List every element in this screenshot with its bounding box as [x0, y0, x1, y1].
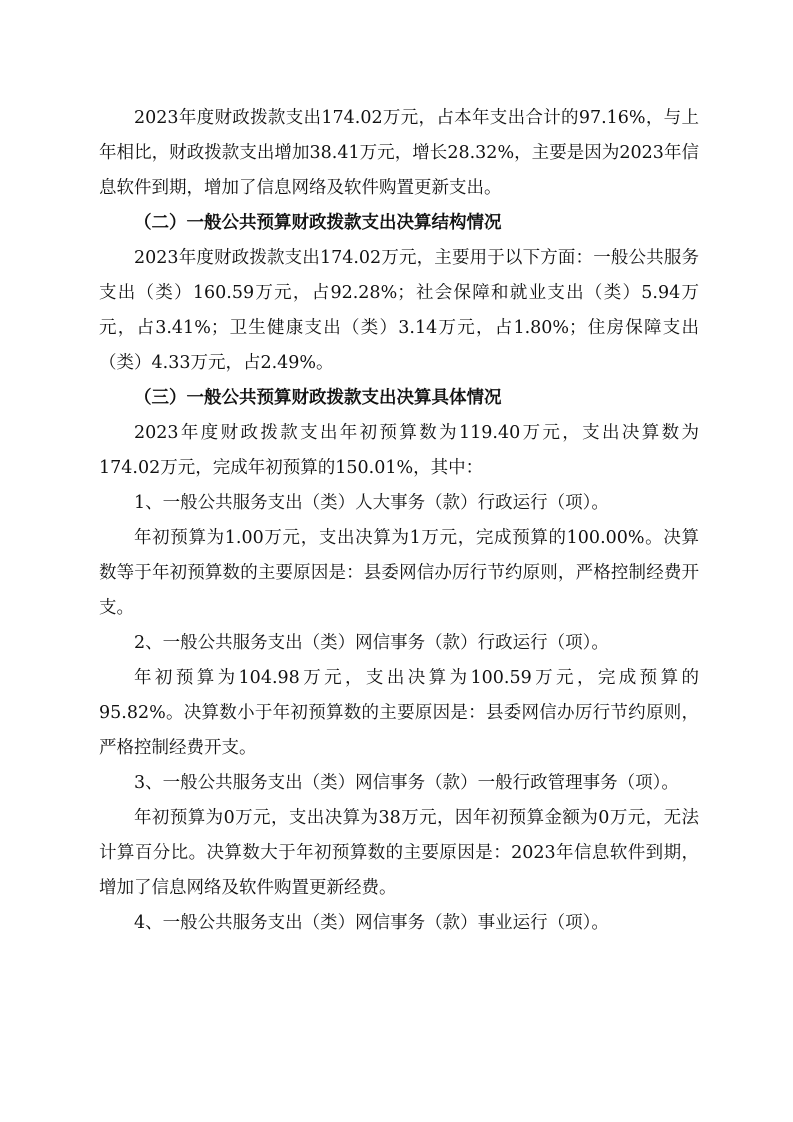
- item-4-title: 4、一般公共服务支出（类）网信事务（款）事业运行（项）。: [134, 913, 609, 933]
- item-3-title: 3、一般公共服务支出（类）网信事务（款）一般行政管理事务（项）。: [134, 773, 679, 793]
- section-heading-structure: （二）一般公共预算财政拨款支出决算结构情况: [134, 213, 502, 233]
- item-2-title: 2、一般公共服务支出（类）网信事务（款）行政运行（项）。: [134, 633, 609, 653]
- paragraph-expenditure-summary: 2023年度财政拨款支出174.02万元，占本年支出合计的97.16%，与上年相比，财政拨款支出增加38.41万元，增长28.32%，主要是因为2023年信息软件到期，增加了信息网络及软件购置更新支出。: [99, 108, 699, 198]
- item-3-detail: 年初预算为0万元，支出决算为38万元，因年初预算金额为0万元，无法计算百分比。决算数大于年初预算数的主要原因是：2023年信息软件到期，增加了信息网络及软件购置更新经费。: [99, 808, 699, 898]
- section-heading-details: （三）一般公共预算财政拨款支出决算具体情况: [134, 388, 502, 408]
- item-1-detail: 年初预算为1.00万元，支出决算为1万元，完成预算的100.00%。决算数等于年初预算数的主要原因是：县委网信办厉行节约原则，严格控制经费开支。: [99, 528, 699, 618]
- paragraph-budget-overview: 2023年度财政拨款支出年初预算数为119.40万元，支出决算数为174.02万元，完成年初预算的150.01%，其中：: [99, 423, 699, 478]
- document-body: [99, 101, 699, 941]
- paragraph-expenditure-structure: 2023年度财政拨款支出174.02万元，主要用于以下方面：一般公共服务支出（类）160.59万元，占92.28%；社会保障和就业支出（类）5.94万元，占3.41%；卫生健康支出（类）3.14万元，占1.80%；住房保障支出（类）4.33万元，占2.49%。: [99, 248, 699, 373]
- item-2-detail: 年初预算为104.98万元，支出决算为100.59万元，完成预算的95.82%。决算数小于年初预算数的主要原因是：县委网信办厉行节约原则，严格控制经费开支。: [99, 668, 699, 758]
- item-1-title: 1、一般公共服务支出（类）人大事务（款）行政运行（项）。: [134, 493, 609, 513]
